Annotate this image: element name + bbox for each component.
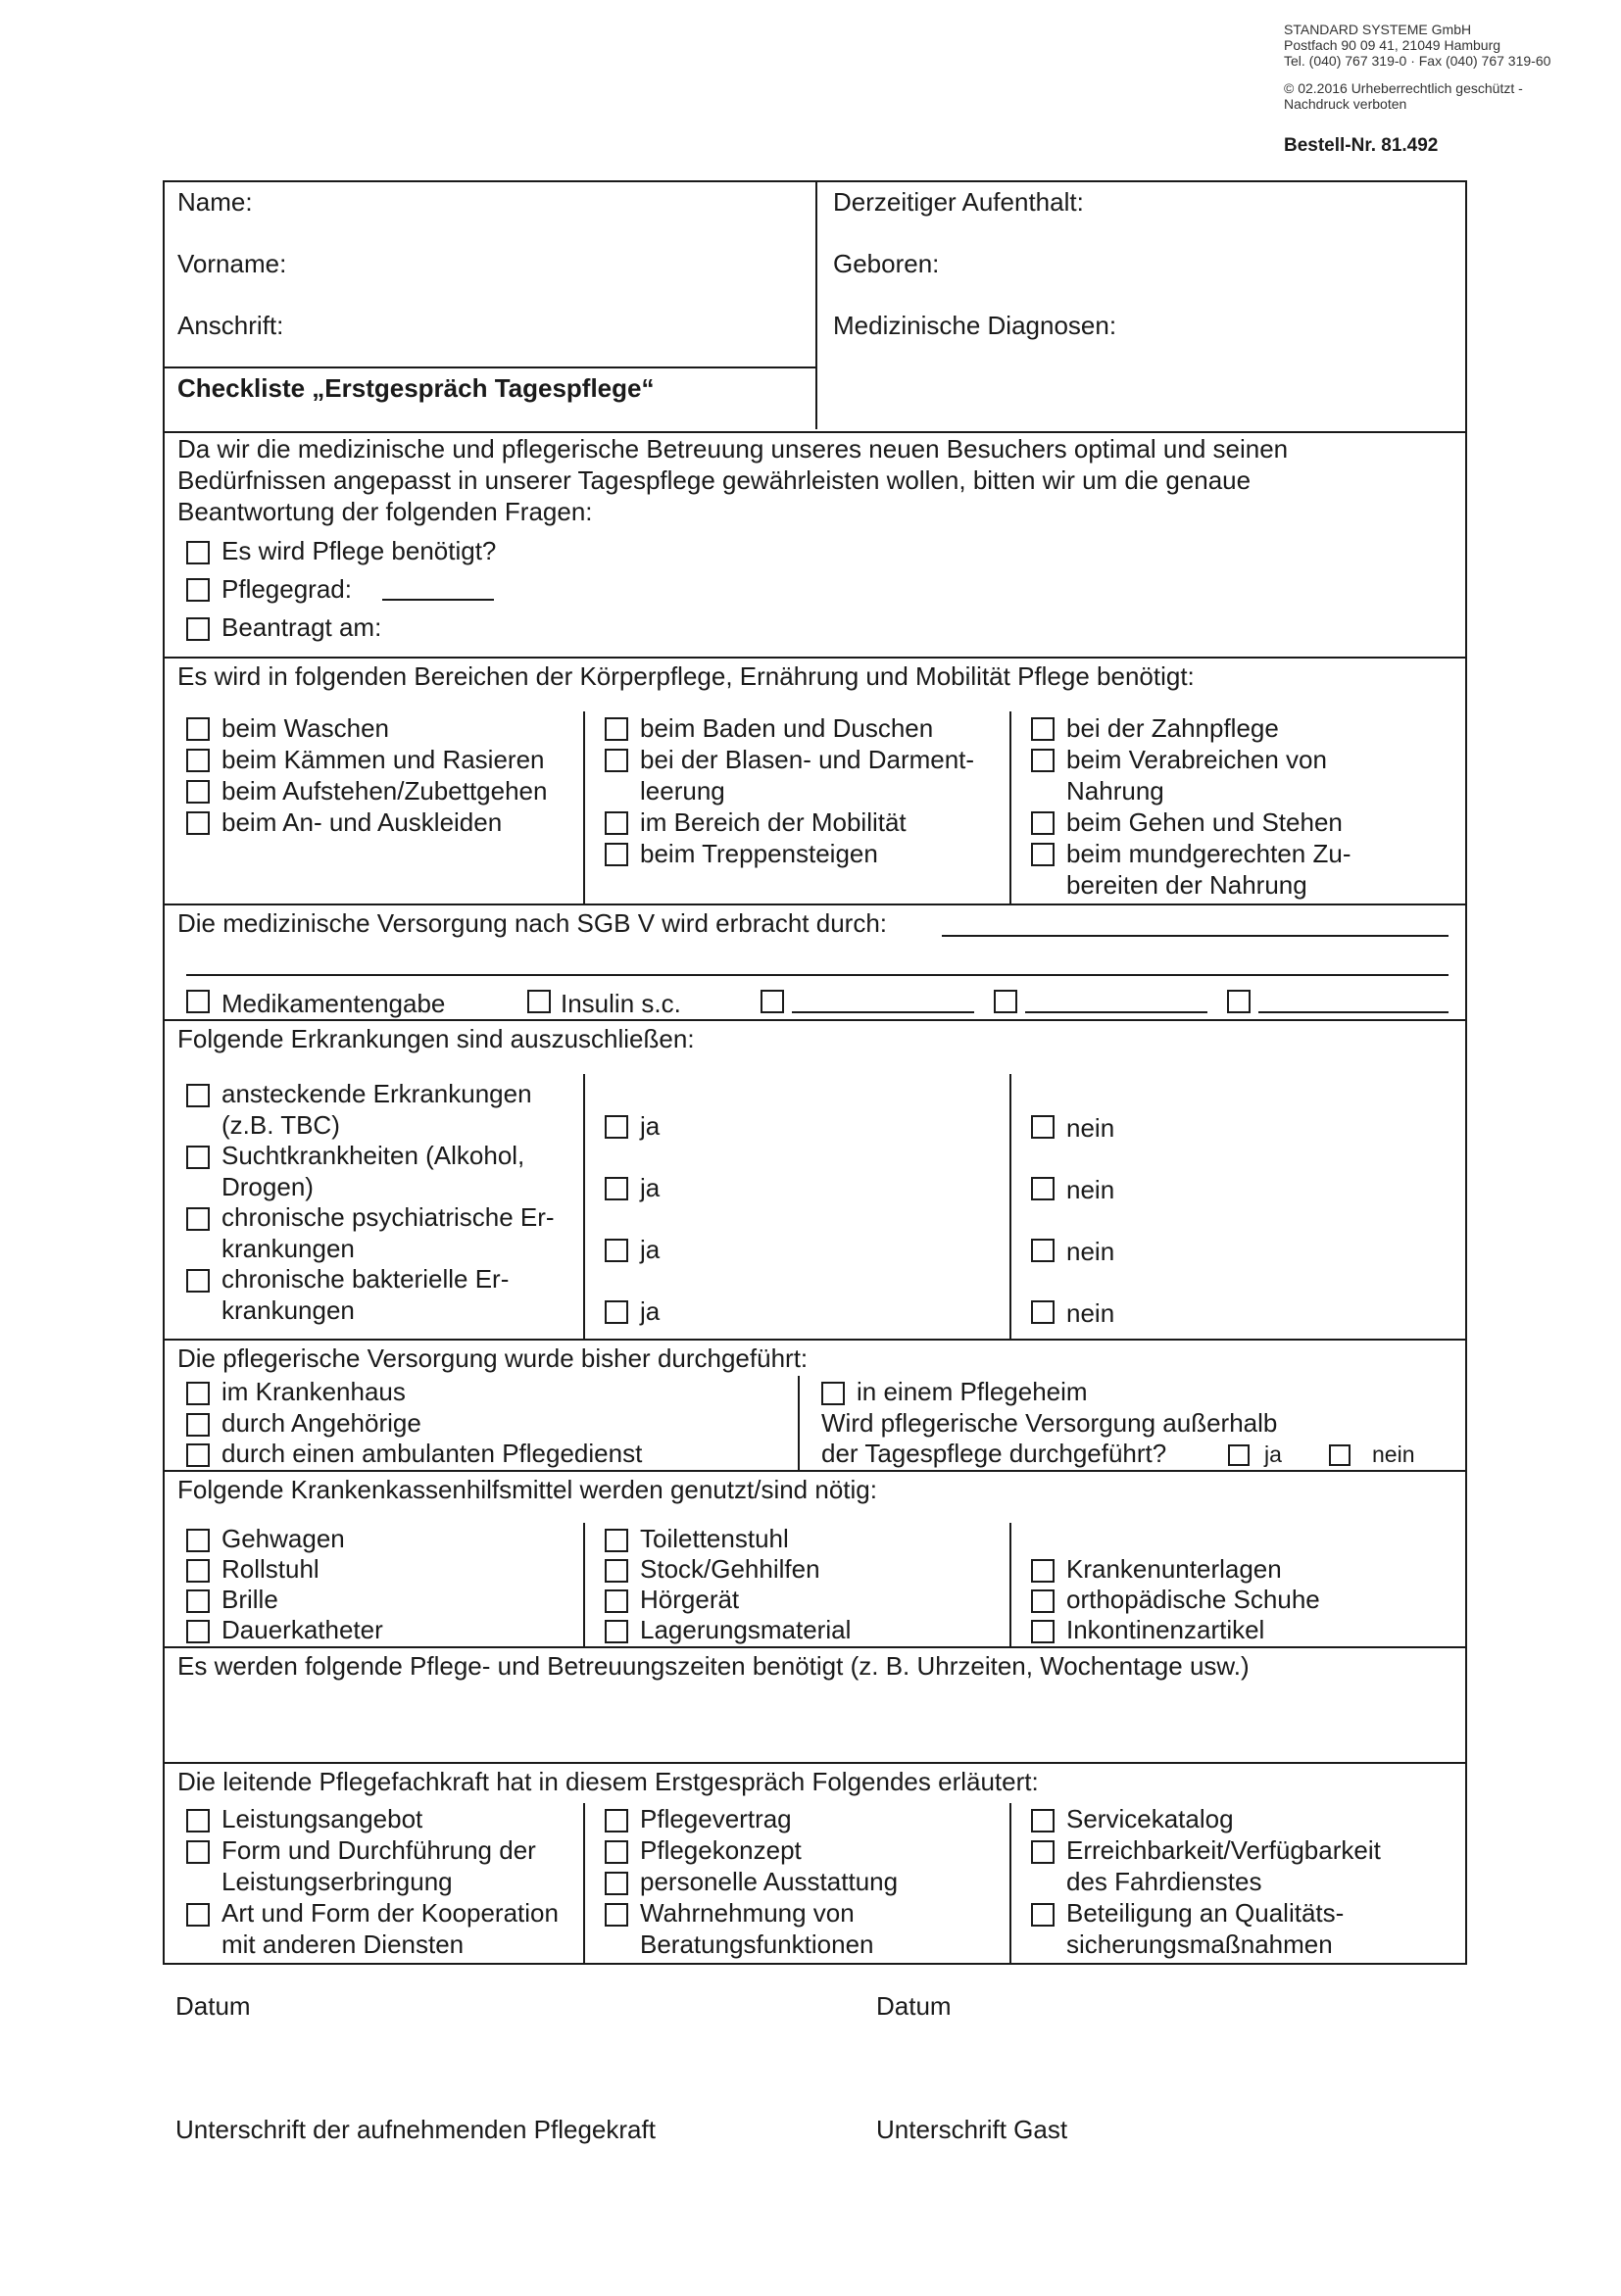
checkbox-brille[interactable] bbox=[186, 1589, 210, 1613]
checkbox-hoergeraet[interactable] bbox=[605, 1589, 628, 1613]
checkbox-dauerkatheter[interactable] bbox=[186, 1620, 210, 1643]
label-fahrdienst: Erreichbarkeit/Verfügbarkeit bbox=[1066, 1835, 1381, 1865]
label-krankenhaus: im Krankenhaus bbox=[221, 1377, 406, 1406]
checkbox-blasen[interactable] bbox=[605, 749, 628, 772]
intro-line-1: Da wir die medizinische und pflegerische Betreuung unseres neuen Besuchers optimal und seinen bbox=[177, 434, 1289, 464]
label-rollstuhl: Rollstuhl bbox=[221, 1554, 319, 1584]
checklist-form bbox=[163, 180, 1467, 1965]
label-schuhe: orthopädische Schuhe bbox=[1066, 1585, 1320, 1614]
label-ja-1: ja bbox=[640, 1111, 661, 1141]
checkbox-pflegegrad[interactable] bbox=[186, 578, 210, 602]
label-durchfuehrung-2: Leistungserbringung bbox=[221, 1867, 453, 1896]
medical-provider-field-2[interactable] bbox=[186, 974, 1449, 976]
label-ausstattung: personelle Ausstattung bbox=[640, 1867, 899, 1896]
checkbox-other-1[interactable] bbox=[761, 990, 784, 1013]
checkbox-fahrdienst[interactable] bbox=[1031, 1840, 1055, 1864]
geboren-label: Geboren: bbox=[833, 249, 940, 278]
label-kooperation-2: mit anderen Diensten bbox=[221, 1930, 465, 1959]
intro-line-2: Bedürfnissen angepasst in unserer Tagespflege gewährleisten wollen, bitten wir um die genaue bbox=[177, 465, 1252, 495]
checkbox-rollstuhl[interactable] bbox=[186, 1559, 210, 1583]
label-nein-1: nein bbox=[1066, 1113, 1115, 1143]
checkbox-other-3[interactable] bbox=[1227, 990, 1251, 1013]
label-pflegegrad: Pflegegrad: bbox=[221, 574, 352, 604]
company-phone: Tel. (040) 767 319-0 · Fax (040) 767 319-60 bbox=[1284, 53, 1551, 69]
label-baden: beim Baden und Duschen bbox=[640, 713, 934, 743]
label-blasen: bei der Blasen- und Darment- bbox=[640, 745, 975, 774]
checkbox-psychiatrisch[interactable] bbox=[186, 1207, 210, 1231]
section-personal bbox=[165, 182, 1465, 431]
checkbox-gehwagen[interactable] bbox=[186, 1529, 210, 1552]
checkbox-ja-2[interactable] bbox=[605, 1177, 628, 1200]
checkbox-krankenhaus[interactable] bbox=[186, 1382, 210, 1405]
label-hoergeraet: Hörgerät bbox=[640, 1585, 740, 1614]
checkbox-aufstehen[interactable] bbox=[186, 780, 210, 804]
label-beantragt: Beantragt am: bbox=[221, 612, 382, 642]
label-psychiatrisch-2: krankungen bbox=[221, 1234, 355, 1263]
datum-label-right: Datum bbox=[876, 1991, 952, 2021]
signature-label-right: Unterschrift Gast bbox=[876, 2115, 1068, 2144]
label-gehen: beim Gehen und Stehen bbox=[1066, 807, 1343, 837]
checkbox-nein-4[interactable] bbox=[1031, 1300, 1055, 1324]
label-servicekatalog: Servicekatalog bbox=[1066, 1804, 1234, 1833]
checkbox-lagerung[interactable] bbox=[605, 1620, 628, 1643]
other-field-1[interactable] bbox=[792, 1011, 974, 1013]
medical-heading: Die medizinische Versorgung nach SGB V wird erbracht durch: bbox=[177, 908, 888, 938]
intro-line-3: Beantwortung der folgenden Fragen: bbox=[177, 497, 593, 526]
aids-heading: Folgende Krankenkassenhilfsmittel werden genutzt/sind nötig: bbox=[177, 1475, 877, 1504]
checkbox-ausstattung[interactable] bbox=[605, 1872, 628, 1895]
publisher-info bbox=[1284, 22, 1607, 112]
checkbox-ja-1[interactable] bbox=[605, 1115, 628, 1139]
label-mundgerecht: beim mundgerechten Zu- bbox=[1066, 839, 1351, 868]
checkbox-nein-3[interactable] bbox=[1031, 1239, 1055, 1262]
label-bakteriell-2: krankungen bbox=[221, 1295, 355, 1325]
label-ansteckend: ansteckende Erkrankungen bbox=[221, 1079, 532, 1108]
checkbox-krankenunterlagen[interactable] bbox=[1031, 1559, 1055, 1583]
checkbox-ausserhalb-nein[interactable] bbox=[1329, 1444, 1351, 1466]
label-ja-3: ja bbox=[640, 1235, 661, 1264]
label-qualitaet-2: sicherungsmaßnahmen bbox=[1066, 1930, 1333, 1959]
copyright-line-1: © 02.2016 Urheberrechtlich geschützt - bbox=[1284, 80, 1523, 96]
label-waschen: beim Waschen bbox=[221, 713, 389, 743]
label-ausserhalb-nein: nein bbox=[1372, 1441, 1415, 1467]
checkbox-gehhilfen[interactable] bbox=[605, 1559, 628, 1583]
checkbox-nein-2[interactable] bbox=[1031, 1177, 1055, 1200]
label-dauerkatheter: Dauerkatheter bbox=[221, 1615, 383, 1644]
checkbox-kaemmen[interactable] bbox=[186, 749, 210, 772]
diseases-heading: Folgende Erkrankungen sind auszuschließen: bbox=[177, 1024, 695, 1053]
label-pflege-benoetigt: Es wird Pflege benötigt? bbox=[221, 536, 497, 565]
aufenthalt-label: Derzeitiger Aufenthalt: bbox=[833, 187, 1084, 217]
checkbox-gehen[interactable] bbox=[1031, 811, 1055, 835]
checkbox-other-2[interactable] bbox=[994, 990, 1017, 1013]
order-number: Bestell-Nr. 81.492 bbox=[1284, 135, 1439, 156]
label-psychiatrisch: chronische psychiatrische Er- bbox=[221, 1202, 555, 1232]
label-kaemmen: beim Kämmen und Rasieren bbox=[221, 745, 545, 774]
checkbox-beantragt[interactable] bbox=[186, 617, 210, 641]
label-leistungsangebot: Leistungsangebot bbox=[221, 1804, 423, 1833]
label-nein-4: nein bbox=[1066, 1298, 1115, 1328]
label-blasen-2: leerung bbox=[640, 776, 725, 806]
label-durchfuehrung: Form und Durchführung der bbox=[221, 1835, 536, 1865]
label-fahrdienst-2: des Fahrdienstes bbox=[1066, 1867, 1262, 1896]
explained-heading: Die leitende Pflegefachkraft hat in diesem Erstgespräch Folgendes erläutert: bbox=[177, 1767, 1039, 1796]
label-toilettenstuhl: Toilettenstuhl bbox=[640, 1524, 789, 1553]
checkbox-pflege-benoetigt[interactable] bbox=[186, 541, 210, 564]
datum-label-left: Datum bbox=[175, 1991, 251, 2021]
diagnosen-label: Medizinische Diagnosen: bbox=[833, 311, 1117, 340]
label-mobilitaet: im Bereich der Mobilität bbox=[640, 807, 907, 837]
label-inkontinenz: Inkontinenzartikel bbox=[1066, 1615, 1265, 1644]
company-address: Postfach 90 09 41, 21049 Hamburg bbox=[1284, 37, 1501, 53]
label-mundgerecht-2: bereiten der Nahrung bbox=[1066, 870, 1307, 900]
label-lagerung: Lagerungsmaterial bbox=[640, 1615, 852, 1644]
label-ansteckend-2: (z.B. TBC) bbox=[221, 1110, 340, 1140]
checkbox-qualitaet[interactable] bbox=[1031, 1903, 1055, 1927]
checkbox-mundgerecht[interactable] bbox=[1031, 843, 1055, 866]
label-ankleiden: beim An- und Auskleiden bbox=[221, 807, 503, 837]
checkbox-inkontinenz[interactable] bbox=[1031, 1620, 1055, 1643]
checkbox-bakteriell[interactable] bbox=[186, 1269, 210, 1293]
section-aids bbox=[165, 1470, 1465, 1646]
label-pflegekonzept: Pflegekonzept bbox=[640, 1835, 802, 1865]
name-label: Name: bbox=[177, 187, 253, 217]
checkbox-ja-4[interactable] bbox=[605, 1300, 628, 1324]
pflegegrad-field[interactable] bbox=[382, 599, 494, 601]
checkbox-mobilitaet[interactable] bbox=[605, 811, 628, 835]
checkbox-treppen[interactable] bbox=[605, 843, 628, 866]
signature-label-left: Unterschrift der aufnehmenden Pflegekraft bbox=[175, 2115, 656, 2144]
times-heading: Es werden folgende Pflege- und Betreuungszeiten benötigt (z. B. Uhrzeiten, Wochentage usw.) bbox=[177, 1651, 1250, 1681]
checkbox-insulin[interactable] bbox=[527, 990, 551, 1013]
company-name: STANDARD SYSTEME GmbH bbox=[1284, 22, 1472, 37]
label-ja-4: ja bbox=[640, 1296, 661, 1326]
section-intro bbox=[165, 431, 1465, 657]
checkbox-ankleiden[interactable] bbox=[186, 811, 210, 835]
checkbox-toilettenstuhl[interactable] bbox=[605, 1529, 628, 1552]
label-beratung: Wahrnehmung von bbox=[640, 1898, 855, 1928]
anschrift-label: Anschrift: bbox=[177, 311, 284, 340]
label-ambulant: durch einen ambulanten Pflegedienst bbox=[221, 1439, 643, 1468]
label-bakteriell: chronische bakterielle Er- bbox=[221, 1264, 510, 1294]
checkbox-beratung[interactable] bbox=[605, 1903, 628, 1927]
label-zahnpflege: bei der Zahnpflege bbox=[1066, 713, 1279, 743]
label-angehoerige: durch Angehörige bbox=[221, 1408, 421, 1438]
checkbox-baden[interactable] bbox=[605, 717, 628, 741]
label-qualitaet: Beteiligung an Qualitäts- bbox=[1066, 1898, 1345, 1928]
section-prior-care bbox=[165, 1339, 1465, 1470]
checkbox-zahnpflege[interactable] bbox=[1031, 717, 1055, 741]
section-explained bbox=[165, 1762, 1465, 1963]
label-insulin: Insulin s.c. bbox=[561, 989, 681, 1018]
checkbox-ja-3[interactable] bbox=[605, 1239, 628, 1262]
form-title: Checkliste „Erstgespräch Tagespflege“ bbox=[177, 373, 655, 403]
section-diseases bbox=[165, 1019, 1465, 1339]
checkbox-durchfuehrung[interactable] bbox=[186, 1840, 210, 1864]
label-sucht-2: Drogen) bbox=[221, 1172, 314, 1201]
checkbox-pflegekonzept[interactable] bbox=[605, 1840, 628, 1864]
checkbox-waschen[interactable] bbox=[186, 717, 210, 741]
label-ausserhalb: Wird pflegerische Versorgung außerhalb bbox=[821, 1408, 1278, 1438]
label-treppen: beim Treppensteigen bbox=[640, 839, 878, 868]
label-nahrung-2: Nahrung bbox=[1066, 776, 1164, 806]
care-areas-heading: Es wird in folgenden Bereichen der Körperpflege, Ernährung und Mobilität Pflege benötigt: bbox=[177, 661, 1195, 691]
label-gehwagen: Gehwagen bbox=[221, 1524, 345, 1553]
section-times bbox=[165, 1646, 1465, 1762]
label-ausserhalb-ja: ja bbox=[1264, 1441, 1282, 1467]
label-ja-2: ja bbox=[640, 1173, 661, 1202]
label-ausserhalb-2: der Tagespflege durchgeführt? bbox=[821, 1439, 1167, 1468]
section-care-areas bbox=[165, 657, 1465, 904]
checkbox-nein-1[interactable] bbox=[1031, 1115, 1055, 1139]
section-medical bbox=[165, 904, 1465, 1019]
checkbox-leistungsangebot[interactable] bbox=[186, 1809, 210, 1832]
label-krankenunterlagen: Krankenunterlagen bbox=[1066, 1554, 1282, 1584]
checkbox-sucht[interactable] bbox=[186, 1146, 210, 1169]
other-field-3[interactable] bbox=[1258, 1011, 1449, 1013]
checkbox-nahrung[interactable] bbox=[1031, 749, 1055, 772]
checkbox-kooperation[interactable] bbox=[186, 1903, 210, 1927]
prior-care-heading: Die pflegerische Versorgung wurde bisher durchgeführt: bbox=[177, 1343, 809, 1373]
label-brille: Brille bbox=[221, 1585, 278, 1614]
checkbox-schuhe[interactable] bbox=[1031, 1589, 1055, 1613]
label-beratung-2: Beratungsfunktionen bbox=[640, 1930, 874, 1959]
label-aufstehen: beim Aufstehen/Zubettgehen bbox=[221, 776, 548, 806]
label-pflegeheim: in einem Pflegeheim bbox=[857, 1377, 1088, 1406]
label-sucht: Suchtkrankheiten (Alkohol, bbox=[221, 1141, 525, 1170]
label-kooperation: Art und Form der Kooperation bbox=[221, 1898, 559, 1928]
label-gehhilfen: Stock/Gehhilfen bbox=[640, 1554, 820, 1584]
label-nahrung: beim Verabreichen von bbox=[1066, 745, 1327, 774]
label-nein-3: nein bbox=[1066, 1237, 1115, 1266]
checkbox-medikamente[interactable] bbox=[186, 990, 210, 1013]
vorname-label: Vorname: bbox=[177, 249, 287, 278]
checkbox-pflegeheim[interactable] bbox=[821, 1382, 845, 1405]
checkbox-angehoerige[interactable] bbox=[186, 1413, 210, 1437]
checkbox-ausserhalb-ja[interactable] bbox=[1228, 1444, 1250, 1466]
other-field-2[interactable] bbox=[1025, 1011, 1207, 1013]
label-pflegevertrag: Pflegevertrag bbox=[640, 1804, 792, 1833]
checkbox-pflegevertrag[interactable] bbox=[605, 1809, 628, 1832]
medical-provider-field[interactable] bbox=[942, 935, 1449, 937]
label-medikamente: Medikamentengabe bbox=[221, 989, 446, 1018]
copyright-line-2: Nachdruck verboten bbox=[1284, 96, 1407, 112]
label-nein-2: nein bbox=[1066, 1175, 1115, 1204]
checkbox-servicekatalog[interactable] bbox=[1031, 1809, 1055, 1832]
checkbox-ambulant[interactable] bbox=[186, 1443, 210, 1467]
checkbox-ansteckend[interactable] bbox=[186, 1084, 210, 1107]
